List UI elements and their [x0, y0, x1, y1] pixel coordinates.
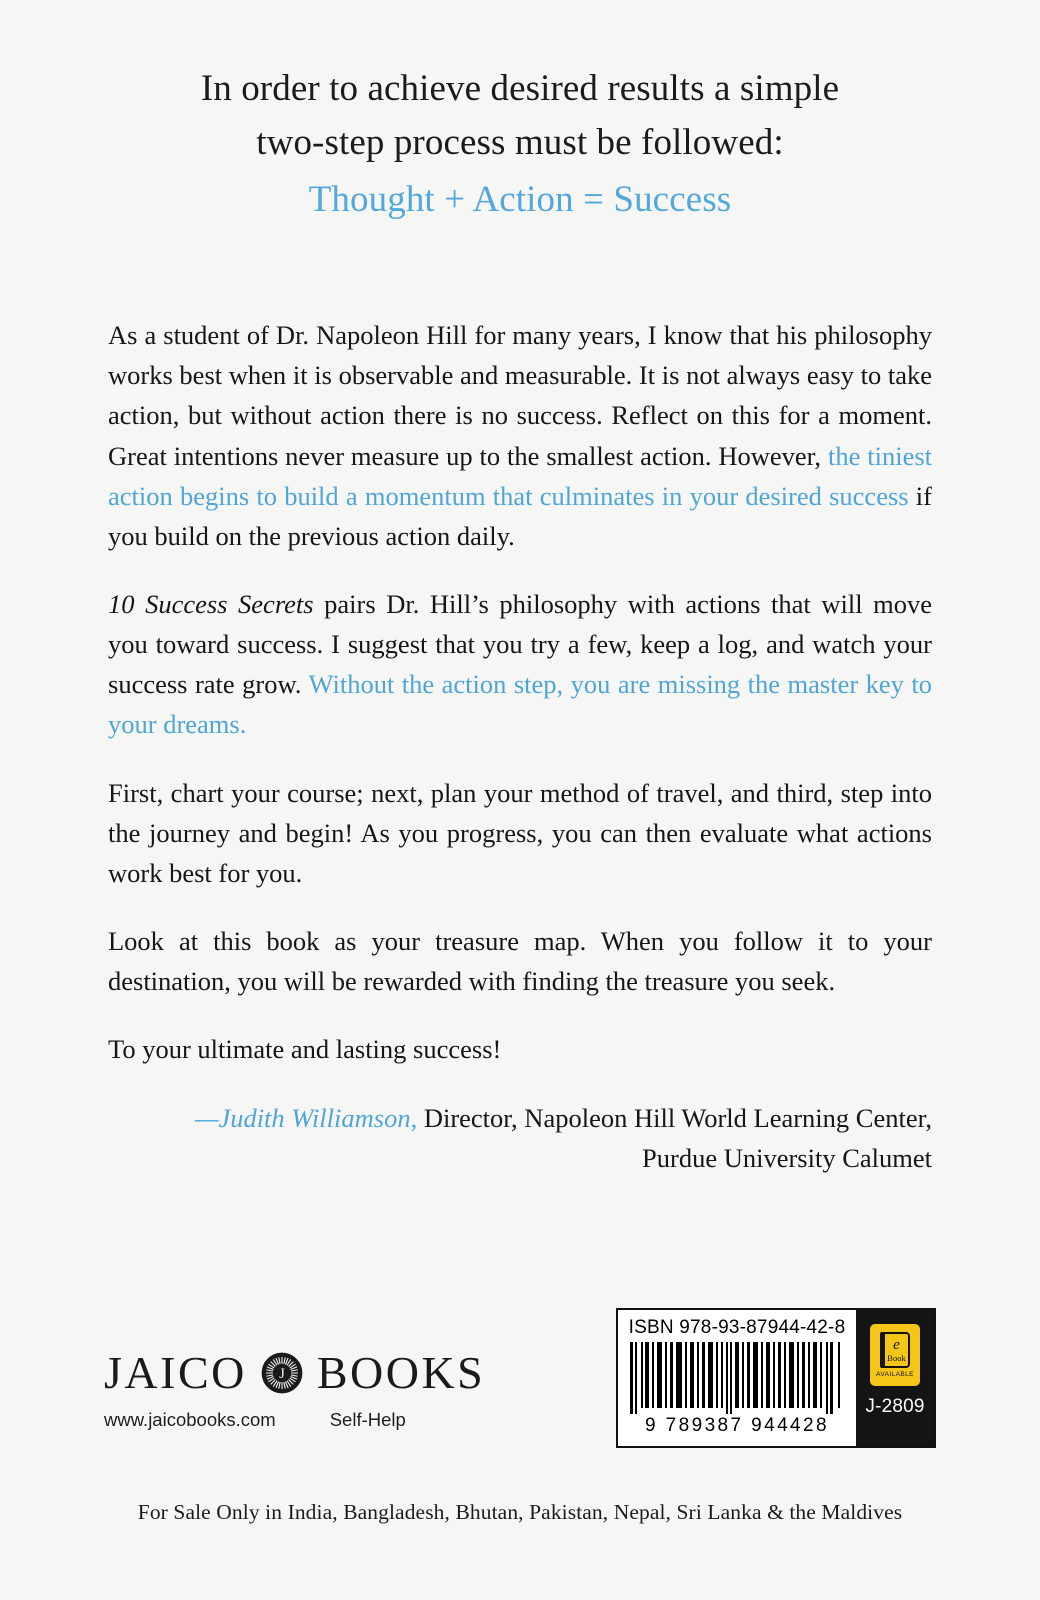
paragraph-5: To your ultimate and lasting success! [108, 1034, 502, 1065]
attribution-name: —Judith Williamson, [194, 1103, 418, 1134]
book-title-italic: 10 Success Secrets [108, 588, 314, 619]
barcode-area [618, 1310, 856, 1446]
barcode-block [616, 1308, 936, 1448]
publisher-category: Self-Help [329, 1409, 406, 1430]
publisher-name-jaico: JAICO [104, 1347, 247, 1398]
footer-row [0, 1300, 1040, 1480]
headline-line-2: two-step process must be followed: [256, 122, 784, 164]
jaico-sunburst-medallion-icon [261, 1352, 303, 1394]
paragraph-4: Look at this book as your treasure map. When you follow it to your destination, you will be rewarded with finding the treasure you seek. [108, 925, 932, 997]
body-copy [0, 315, 1040, 1069]
publisher-logo [104, 1346, 485, 1399]
paragraph-1-highlight: the tiniest action begins to build a momentum that culminates in your desired success [108, 440, 933, 511]
ebook-letter: e [893, 1336, 900, 1353]
publisher-name-books: BOOKS [316, 1347, 486, 1398]
headline-line-1: In order to achieve desired results a simple [200, 68, 840, 109]
publisher-sub-line [104, 1409, 485, 1431]
attribution-role: Director, Napoleon Hill World Learning Center, [417, 1103, 932, 1134]
isbn-label: ISBN 978-93-87944-42-8 [628, 1317, 846, 1338]
publisher-block [104, 1346, 485, 1431]
ean13-barcode-icon [630, 1342, 844, 1414]
attribution-block [0, 1099, 1040, 1179]
ebook-panel [856, 1310, 934, 1446]
ebook-word: Book [887, 1352, 906, 1363]
sale-territory-notice: For Sale Only in India, Bangladesh, Bhutan, Pakistan, Nepal, Sri Lanka & the Maldives [137, 1500, 903, 1524]
paragraph-1-part-2: if you build on the previous action daily. [108, 480, 932, 551]
barcode-digits: 9 789387 944428 [645, 1415, 829, 1436]
attribution-line-2: Purdue University Calumet [642, 1143, 932, 1174]
paragraph-1-part-1: As a student of Dr. Napoleon Hill for many years, I know that his philosophy works best when it is observable and measurable. It is not always easy to take action, but without action there is no success. Reflect on this for a moment. Great intentions never measure up to the smallest action. However, [108, 320, 932, 471]
publisher-website[interactable]: www.jaicobooks.com [104, 1409, 276, 1430]
paragraph-2-part-1: pairs Dr. Hill’s philosophy with actions that will move you toward success. I suggest that you try a few, keep a log, and watch your success rate grow. [108, 588, 933, 700]
paragraph-1 [108, 315, 932, 556]
ebook-available-badge-icon [870, 1324, 920, 1386]
headline-accent-line: Thought + Action = Success [308, 178, 732, 220]
ebook-book-icon [880, 1332, 910, 1368]
medallion-letter: J [279, 1365, 285, 1382]
paragraph-2 [108, 584, 932, 745]
job-code: J-2809 [865, 1396, 925, 1417]
attribution-line-1 [108, 1099, 932, 1139]
paragraph-2-highlight: Without the action step, you are missing the master key to your dreams. [108, 669, 932, 740]
headline-block [0, 0, 1040, 227]
paragraph-3: First, chart your course; next, plan your method of travel, and third, step into the journey and begin! As you progress, you can then evaluate what actions work best for you. [108, 777, 932, 888]
ebook-available-label: AVAILABLE [876, 1371, 914, 1378]
